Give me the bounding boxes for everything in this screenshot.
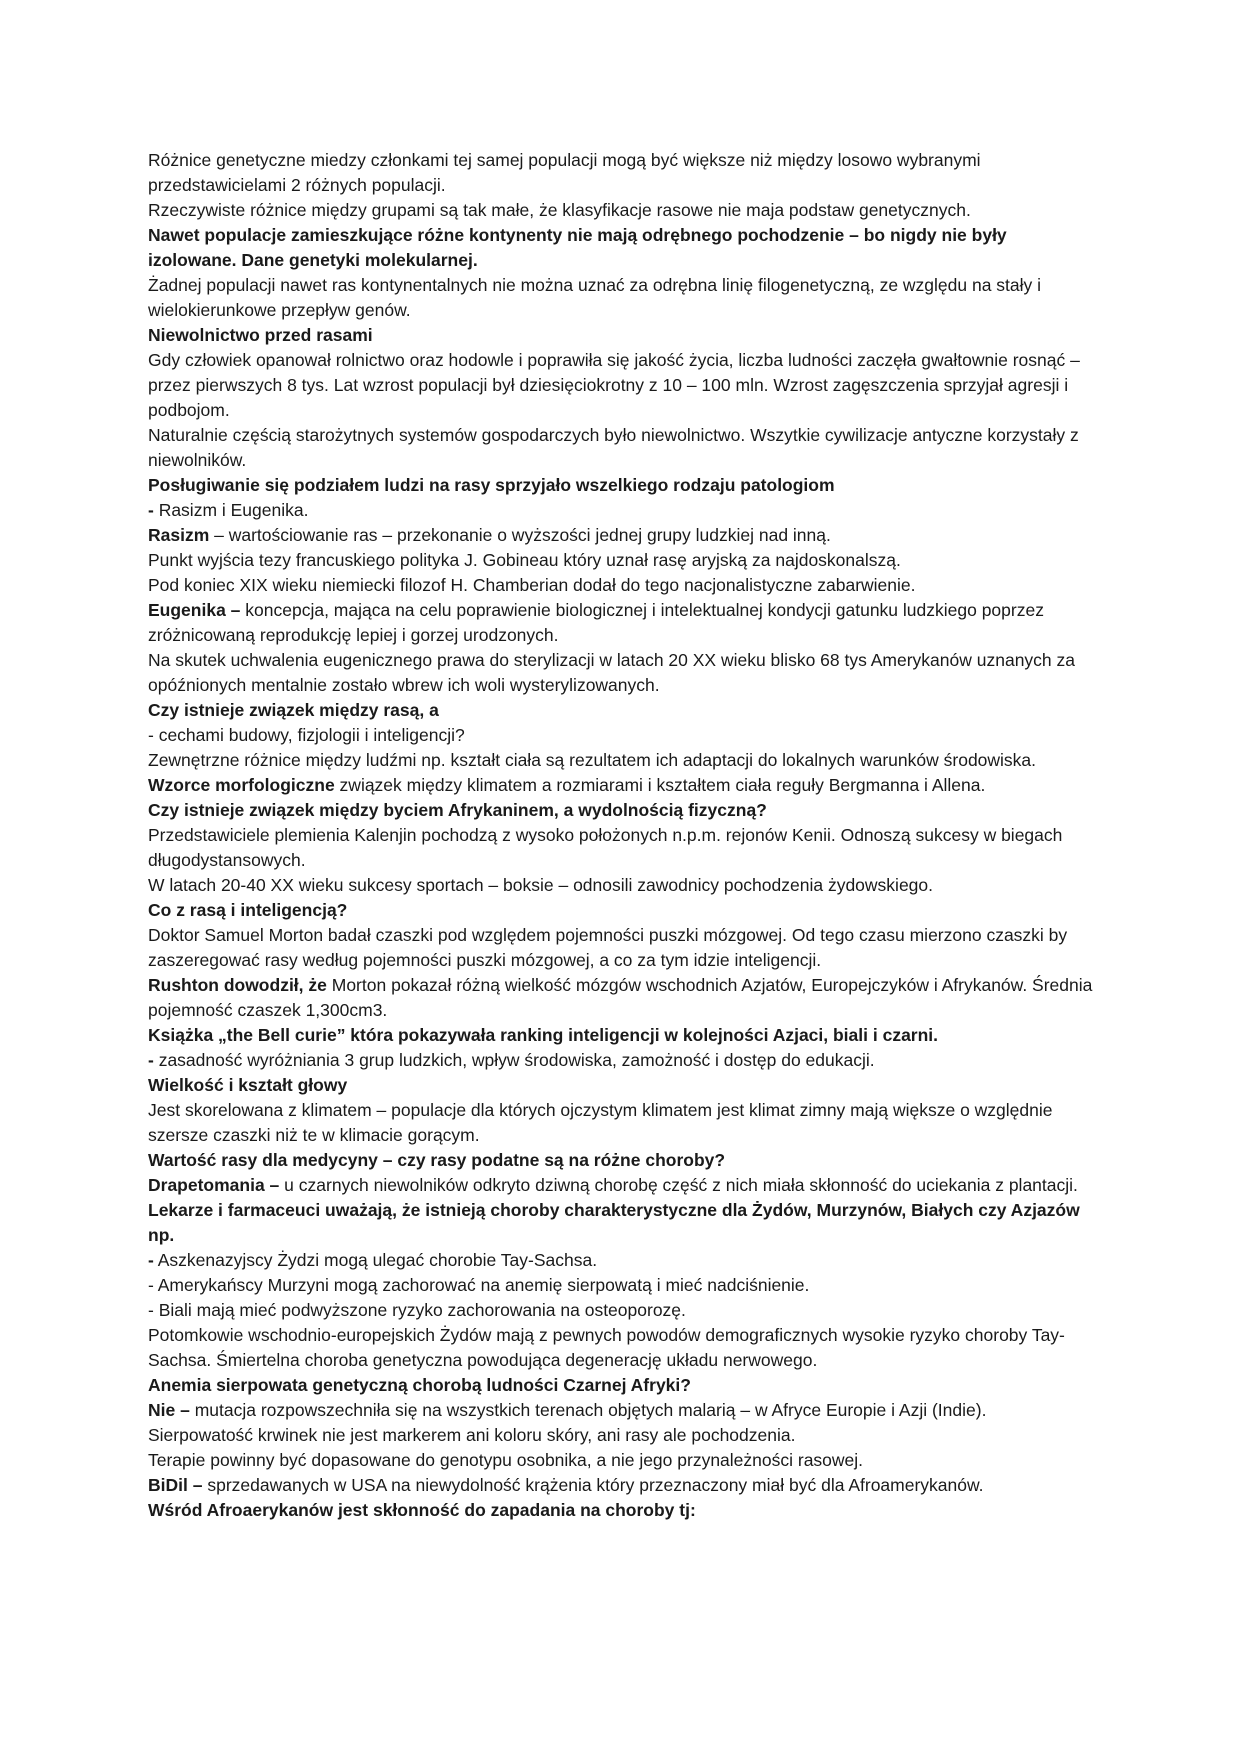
heading-head-shape: [148, 1073, 1094, 1098]
heading-text: Wartość rasy dla medycyny – czy rasy podatne są na różne choroby?: [148, 1150, 726, 1170]
paragraph-gobineau: Punkt wyjścia tezy francuskiego polityka J. Gobineau który uznał rasę aryjską za najdoskonalszą.: [148, 550, 901, 570]
paragraph-climate: Jest skorelowana z klimatem – populacje dla których ojczystym klimatem jest klimat zimny mają większe o względnie szersze czaszki niż te w klimacie gorącym.: [148, 1100, 1053, 1145]
paragraph-text: Morton pokazał różną wielkość mózgów wschodnich Azjatów, Europejczyków i Afrykanów. Średnia pojemność czaszek 1,300cm3.: [148, 975, 1093, 1020]
paragraph-sterilization: Na skutek uchwalenia eugenicznego prawa do sterylizacji w latach 20 XX wieku blisko 68 tys Amerykanów uznanych za opóźnionych mentalnie zostało wbrew ich woli wysterylizowanych.: [148, 650, 1076, 695]
heading-slavery: [148, 323, 1094, 348]
paragraph-no-population: Żadnej populacji nawet ras kontynentalnych nie można uznać za odrębna linię filogenetyczną, ze względu na stały i wielokierunkowe przepływ genów.: [148, 275, 1042, 320]
paragraph-drapetomania: [148, 1173, 1094, 1198]
paragraph-text: koncepcja, mająca na celu poprawienie biologicznej i intelektualnej kondycji gatunku ludzkiego poprzez zróżnicowaną reprodukcję lepiej i gorzej urodzonych.: [148, 600, 1044, 645]
paragraph-text: – wartościowanie ras – przekonanie o wyższości jednej grupy ludzkiej nad inną.: [209, 525, 831, 545]
heading-text: Niewolnictwo przed rasami: [148, 325, 373, 345]
heading-afroamericans: [148, 1498, 1094, 1523]
list-item-tay-sachs: [148, 1248, 1094, 1273]
paragraph-text: mutacja rozpowszechniła się na wszystkich terenach objętych malarią – w Afryce Europie i Azji (Indie).: [189, 1400, 987, 1420]
heading-race-intelligence: [148, 898, 1094, 923]
paragraph-text: Rasizm i Eugenika.: [153, 500, 309, 520]
paragraph-continents: [148, 223, 1094, 273]
paragraph-text: związek między klimatem a rozmiarami i kształtem ciała reguły Bergmanna i Allena.: [334, 775, 986, 795]
paragraph-descendants: Potomkowie wschodnio-europejskich Żydów mają z pewnych powodów demograficznych wysokie ryzyko choroby Tay-Sachsa. Śmiertelna choroba genetyczna powodująca degenerację układu nerwowego.: [148, 1325, 1065, 1370]
heading-sickle-cell: [148, 1373, 1094, 1398]
paragraph-bidil: [148, 1473, 1094, 1498]
heading-text: Czy istnieje związek między rasą, a: [148, 700, 439, 720]
term-bidil: BiDil –: [148, 1475, 203, 1495]
list-item-sickle-cell: - Amerykańscy Murzyni mogą zachorować na anemię sierpowatą i mieć nadciśnienie.: [148, 1275, 810, 1295]
paragraph-external-differences: Zewnętrzne różnice między ludźmi np. kształt ciała są rezultatem ich adaptacji do lokalnych warunków środowiska.: [148, 750, 1037, 770]
heading-text: Wśród Afroaerykanów jest skłonność do zapadania na choroby tj:: [148, 1500, 696, 1520]
heading-bell-curve: [148, 1023, 1094, 1048]
heading-text: Książka „the Bell curie” która pokazywała ranking inteligencji w kolejności Azjaci, biali i czarni.: [148, 1025, 939, 1045]
paragraph-chamberian: Pod koniec XIX wieku niemiecki filozof H. Chamberian dodał do tego nacjonalistyczne zabarwienie.: [148, 575, 916, 595]
heading-african-fitness: [148, 798, 1094, 823]
heading-text: Anemia sierpowata genetyczną chorobą ludności Czarnej Afryki?: [148, 1375, 691, 1395]
paragraph-agriculture: Gdy człowiek opanował rolnictwo oraz hodowle i poprawiła się jakość życia, liczba ludności zaczęła gwałtownie rosnąć – przez pierwszych 8 tys. Lat wzrost populacji był dziesięciokrotny z 10 – 100 mln. Wzrost zagęszczenia sprzyjał agresji i podbojom.: [148, 350, 1080, 420]
term-eugenics: Eugenika –: [148, 600, 241, 620]
paragraph-racism-eugenics: [148, 498, 1094, 523]
term-rushton: Rushton dowodził, że: [148, 975, 327, 995]
paragraph-malaria: [148, 1398, 1094, 1423]
heading-text: Co z rasą i inteligencją?: [148, 900, 348, 920]
paragraph-racism-definition: [148, 523, 1094, 548]
paragraph-eugenics-definition: [148, 598, 1094, 648]
heading-pathologies: [148, 473, 1094, 498]
bold-dash: -: [148, 1050, 154, 1070]
paragraph-text: zasadność wyróżniania 3 grup ludzkich, wpływ środowiska, zamożność i dostęp do edukacji.: [153, 1050, 875, 1070]
paragraph-morton: Doktor Samuel Morton badał czaszki pod względem pojemności puszki mózgowej. Od tego czasu mierzono czaszki by zaszeregować rasy według pojemności puszki mózgowej, a co za tym idzie inteligencji.: [148, 925, 1068, 970]
paragraph-rushton: [148, 973, 1094, 1023]
heading-text: Czy istnieje związek między byciem Afrykaninem, a wydolnością fizyczną?: [148, 800, 767, 820]
paragraph-morphology: [148, 773, 1094, 798]
paragraph-text: sprzedawanych w USA na niewydolność krążenia który przeznaczony miał być dla Afroamerykanów.: [202, 1475, 984, 1495]
paragraph-boxing: W latach 20-40 XX wieku sukcesy sportach – boksie – odnosili zawodnicy pochodzenia żydowskiego.: [148, 875, 934, 895]
heading-race-relation: [148, 698, 1094, 723]
term-drapetomania: Drapetomania –: [148, 1175, 280, 1195]
paragraph-real-differences: Rzeczywiste różnice między grupami są tak małe, że klasyfikacje rasowe nie maja podstaw genetycznych.: [148, 200, 971, 220]
heading-doctors: [148, 1198, 1094, 1248]
bold-dash: -: [148, 1250, 154, 1270]
paragraph-kalenjin: Przedstawiciele plemienia Kalenjin pochodzą z wysoko położonych n.p.m. rejonów Kenii. Odnoszą sukcesy w biegach długodystansowych.: [148, 825, 1063, 870]
heading-medicine: [148, 1148, 1094, 1173]
paragraph-traits: - cechami budowy, fizjologii i inteligencji?: [148, 725, 465, 745]
bold-text: Nawet populacje zamieszkujące różne kontynenty nie mają odrębnego pochodzenie – bo nigdy nie były izolowane. Dane genetyki molekularnej.: [148, 225, 1007, 270]
paragraph-sickle-marker: Sierpowatość krwinek nie jest markerem ani koloru skóry, ani rasy ale pochodzenia.: [148, 1425, 796, 1445]
bold-dash: -: [148, 500, 154, 520]
term-racism: Rasizm: [148, 525, 210, 545]
paragraph-text: Aszkenazyjscy Żydzi mogą ulegać chorobie Tay-Sachsa.: [153, 1250, 598, 1270]
heading-text: Wielkość i kształt głowy: [148, 1075, 348, 1095]
paragraph-genetic-differences: Różnice genetyczne miedzy członkami tej samej populacji mogą być większe niż między losowo wybranymi przedstawicielami 2 różnych populacji.: [148, 150, 981, 195]
paragraph-text: u czarnych niewolników odkryto dziwną chorobę część z nich miała skłonność do uciekania z plantacji.: [279, 1175, 1078, 1195]
list-item-osteoporosis: - Biali mają mieć podwyższone ryzyko zachorowania na osteoporozę.: [148, 1300, 686, 1320]
paragraph-therapy: Terapie powinny być dopasowane do genotypu osobnika, a nie jego przynależności rasowej.: [148, 1450, 864, 1470]
heading-text: Posługiwanie się podziałem ludzi na rasy sprzyjało wszelkiego rodzaju patologiom: [148, 475, 835, 495]
document-page: [148, 148, 1094, 1523]
paragraph-three-groups: [148, 1048, 1094, 1073]
heading-text: Lekarze i farmaceuci uważają, że istnieją choroby charakterystyczne dla Żydów, Murzynów, Białych czy Azjazów np.: [148, 1200, 1080, 1245]
paragraph-ancient-slavery: Naturalnie częścią starożytnych systemów gospodarczych było niewolnictwo. Wszytkie cywilizacje antyczne korzystały z niewolników.: [148, 425, 1079, 470]
term-morphology: Wzorce morfologiczne: [148, 775, 335, 795]
term-no: Nie –: [148, 1400, 190, 1420]
